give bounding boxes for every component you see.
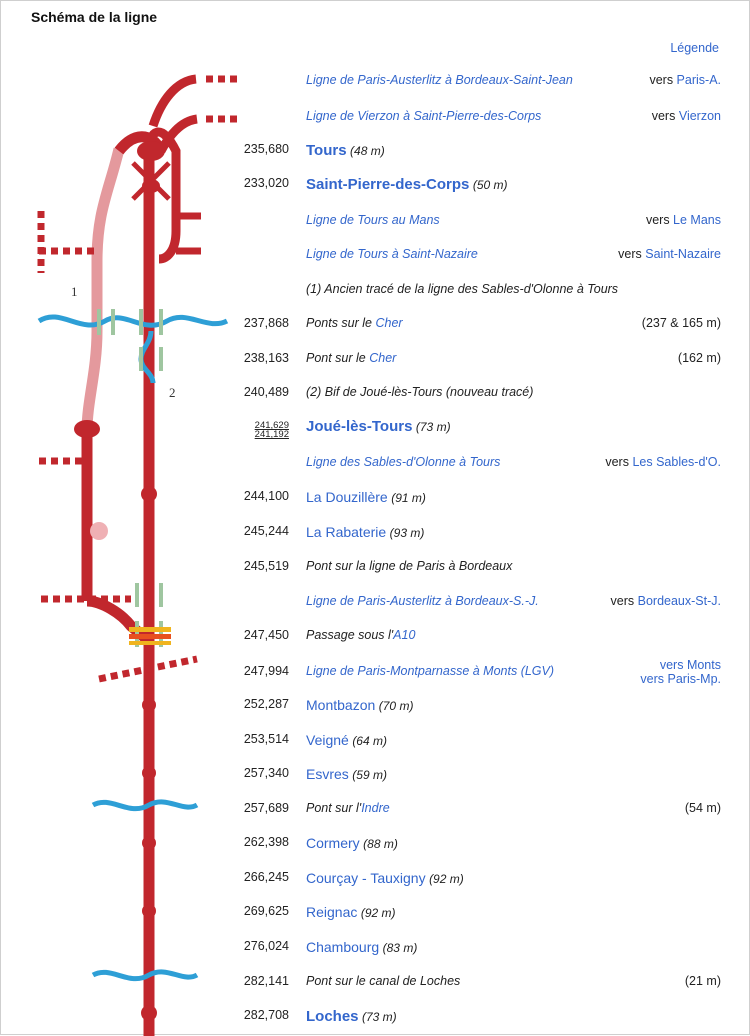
row-pk: 245,519 — [243, 559, 289, 573]
row-label: Chambourg (83 m) — [306, 939, 418, 955]
row-label: Pont sur l'Indre — [306, 801, 390, 815]
table-row — [1, 658, 750, 686]
row-label: Pont sur le Cher — [306, 351, 397, 365]
row-pk: 266,245 — [243, 870, 289, 884]
row-length: (237 & 165 m) — [641, 316, 721, 330]
table-row — [1, 282, 750, 300]
row-pk: 269,625 — [243, 904, 289, 918]
table-row — [1, 1008, 750, 1026]
row-pk: 247,450 — [243, 628, 289, 642]
row-label: La Douzillère (91 m) — [306, 489, 426, 505]
table-row — [1, 559, 750, 577]
row-pk: 252,287 — [243, 697, 289, 711]
row-label: Pont sur le canal de Loches — [306, 974, 461, 988]
row-destination-pair: vers Monts vers Paris-Mp. — [640, 658, 721, 686]
row-label[interactable]: Ligne de Paris-Austerlitz à Bordeaux-Saint-Jean — [306, 73, 573, 87]
row-label[interactable]: Ligne de Tours à Saint-Nazaire — [306, 247, 478, 261]
row-label: (1) Ancien tracé de la ligne des Sables-d'Olonne à Tours — [306, 282, 619, 296]
table-row — [1, 904, 750, 922]
row-label: Reignac (92 m) — [306, 904, 396, 920]
table-row — [1, 870, 750, 888]
row-label: Joué-lès-Tours (73 m) — [306, 418, 451, 435]
row-label: Ponts sur le Cher — [306, 316, 403, 330]
row-label[interactable]: Ligne de Vierzon à Saint-Pierre-des-Corps — [306, 109, 542, 123]
row-pk: 276,024 — [243, 939, 289, 953]
table-row — [1, 939, 750, 957]
row-pk: 282,708 — [243, 1008, 289, 1022]
table-row — [1, 176, 750, 194]
row-label: La Rabaterie (93 m) — [306, 524, 425, 540]
row-destination: vers Bordeaux-St-J. — [610, 594, 721, 608]
row-destination: vers Vierzon — [651, 109, 721, 123]
page-title: Schéma de la ligne — [31, 9, 158, 25]
row-pk: 257,340 — [243, 766, 289, 780]
table-row — [1, 697, 750, 715]
table-row — [1, 628, 750, 646]
row-label[interactable]: Ligne de Tours au Mans — [306, 213, 440, 227]
table-row — [1, 766, 750, 784]
row-label: Pont sur la ligne de Paris à Bordeaux — [306, 559, 513, 573]
diagram-marker-2: 2 — [169, 385, 176, 400]
table-row — [1, 835, 750, 853]
table-row — [1, 418, 750, 440]
row-destination: vers Paris-A. — [649, 73, 721, 87]
row-label: Passage sous l'A10 — [306, 628, 416, 642]
row-pk: 240,489 — [243, 385, 289, 399]
table-row — [1, 385, 750, 403]
row-label: Veigné (64 m) — [306, 732, 387, 748]
row-length: (21 m) — [684, 974, 721, 988]
row-label: Saint-Pierre-des-Corps (50 m) — [306, 176, 508, 193]
row-destination: vers Le Mans — [645, 213, 721, 227]
table-row — [1, 489, 750, 507]
row-label[interactable]: Ligne de Paris-Montparnasse à Monts (LGV) — [306, 664, 555, 678]
diagram-marker-1: 1 — [71, 284, 78, 299]
table-row — [1, 455, 750, 473]
table-row — [1, 142, 750, 160]
row-label: Loches (73 m) — [306, 1008, 397, 1025]
row-label[interactable]: Ligne de Paris-Austerlitz à Bordeaux-S.-J. — [306, 594, 539, 608]
table-row — [1, 351, 750, 369]
table-row — [1, 109, 750, 127]
table-row — [1, 801, 750, 819]
table-row — [1, 73, 750, 91]
row-pk: 262,398 — [243, 835, 289, 849]
row-length: (54 m) — [684, 801, 721, 815]
row-label: Courçay - Tauxigny (92 m) — [306, 870, 464, 886]
row-pk: 247,994 — [243, 664, 289, 678]
row-label: Montbazon (70 m) — [306, 697, 414, 713]
row-label: Tours (48 m) — [306, 142, 385, 159]
table-row — [1, 316, 750, 334]
row-label: Esvres (59 m) — [306, 766, 387, 782]
row-pk: 235,680 — [243, 142, 289, 156]
row-pk: 237,868 — [243, 316, 289, 330]
row-pk: 245,244 — [243, 524, 289, 538]
row-length: (162 m) — [677, 351, 721, 365]
row-destination: vers Les Sables-d'O. — [605, 455, 721, 469]
table-row — [1, 247, 750, 265]
row-pk: 257,689 — [243, 801, 289, 815]
table-row — [1, 594, 750, 612]
table-row — [1, 732, 750, 750]
table-row — [1, 974, 750, 992]
row-pk: 238,163 — [243, 351, 289, 365]
row-pk: 244,100 — [243, 489, 289, 503]
row-pk: 282,141 — [243, 974, 289, 988]
row-label: (2) Bif de Joué-lès-Tours (nouveau tracé) — [306, 385, 534, 399]
row-label: Cormery (88 m) — [306, 835, 398, 851]
table-row — [1, 213, 750, 231]
legend-link[interactable]: Légende — [670, 41, 719, 55]
row-destination: vers Saint-Nazaire — [618, 247, 721, 261]
table-row — [1, 524, 750, 542]
row-label[interactable]: Ligne des Sables-d'Olonne à Tours — [306, 455, 501, 469]
row-pk: 233,020 — [243, 176, 289, 190]
row-pk: 253,514 — [243, 732, 289, 746]
row-pk-pair: 241,629 241,192 — [254, 420, 289, 440]
